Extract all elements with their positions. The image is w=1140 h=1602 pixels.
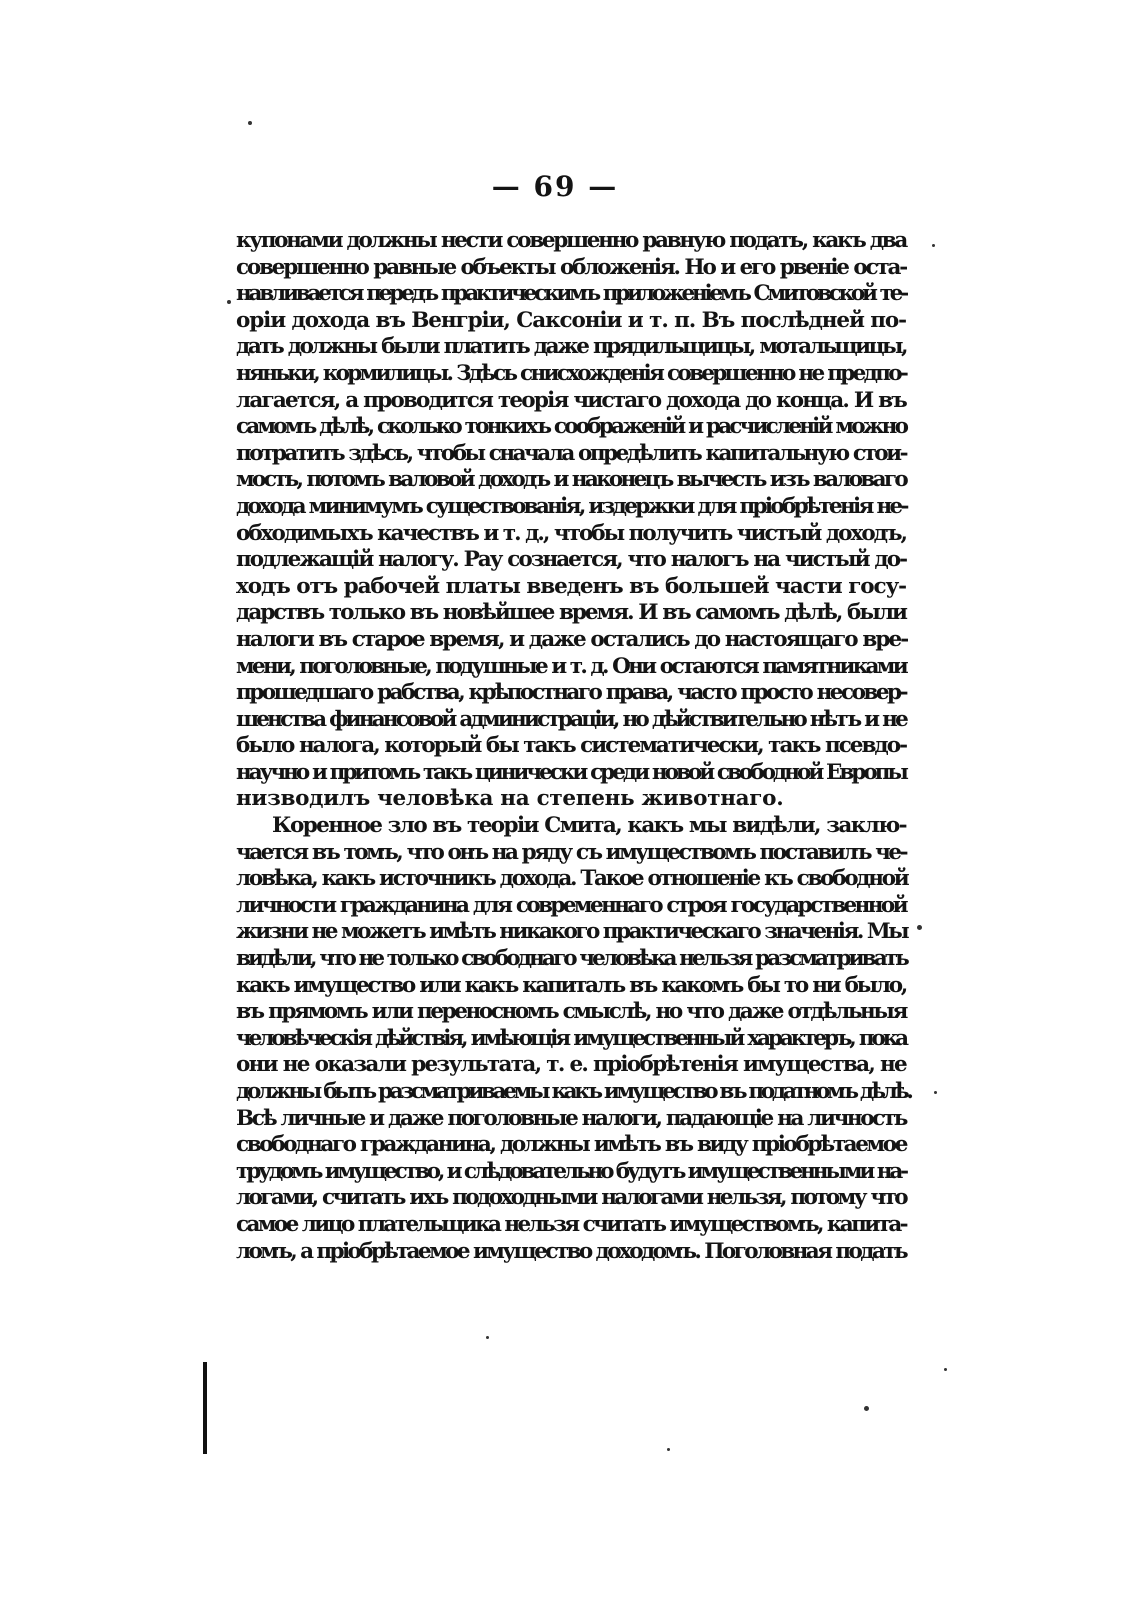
text-line: подлежащій налогу. Рау сознается, что налогъ на чистый до- — [236, 547, 906, 573]
scan-speck — [917, 925, 922, 930]
text-line: самое лицо плательщика нельзя считать имуществомъ, капита- — [236, 1211, 906, 1237]
text-line: шенства финансовой администраціи, но дѣйствительно нѣтъ и не — [236, 706, 906, 732]
text-line: человѣческія дѣйствія, имѣющія имущественный характеръ, пока — [236, 1025, 906, 1051]
text-line: личности гражданина для современнаго строя государственной — [236, 892, 906, 918]
text-line: логами, считать ихъ подоходными налогами нельзя, потому что — [236, 1185, 906, 1211]
scan-speck — [864, 1406, 869, 1411]
text-line: обходимыхъ качествъ и т. д., чтобы получить чистый доходъ, — [236, 520, 906, 546]
text-line: научно и притомъ такъ цинически среди новой свободной Европы — [236, 759, 906, 785]
scan-speck — [932, 244, 935, 247]
text-line: ломъ, а пріобрѣтаемое имущество доходомъ. Поголовная подать — [236, 1238, 906, 1264]
text-line: въ прямомъ или переносномъ смыслѣ, но что даже отдѣльныя — [236, 999, 906, 1025]
paragraph-2 — [236, 813, 911, 1265]
scan-edge-mark — [203, 1362, 207, 1454]
text-line: прошедшаго рабства, крѣпостнаго права, часто просто несовер- — [236, 680, 906, 706]
body-text — [236, 228, 911, 1265]
paragraph-1 — [236, 228, 906, 813]
scan-speck — [486, 1336, 489, 1339]
text-line: Всѣ личные и даже поголовные налоги, падающіе на личность — [236, 1105, 906, 1131]
page-number: — 69 — — [491, 170, 619, 203]
text-line: няньки, кормилицы. Здѣсь снисхожденія совершенно не предпо- — [236, 360, 907, 386]
text-line: мость, потомъ валовой доходъ и наконецъ вычесть изъ валоваго — [236, 467, 906, 493]
scan-speck — [934, 1091, 937, 1094]
text-line: было налога, который бы такъ систематически, такъ псевдо- — [236, 733, 906, 759]
text-line: налоги въ старое время, и даже остались до настоящаго вре- — [236, 626, 908, 652]
text-line: навливается передъ практическимъ приложеніемъ Смитовской те- — [236, 281, 906, 307]
scan-speck — [667, 1448, 670, 1451]
text-line: жизни не можетъ имѣть никакого практическаго значенія. Мы — [236, 919, 908, 945]
text-line: свободнаго гражданина, должны имѣть въ виду пріобрѣтаемое — [236, 1132, 906, 1158]
text-line: трудомъ имущество, и слѣдовательно будутъ имущественными на- — [236, 1158, 906, 1184]
text-line: дарствъ только въ новѣйшее время. И въ самомъ дѣлѣ, были — [236, 600, 906, 626]
text-line: чается въ томъ, что онъ на ряду съ имуществомъ поставилъ че- — [236, 839, 906, 865]
scan-speck — [248, 121, 252, 125]
text-line: купонами должны нести совершенно равную подать, какъ два — [236, 228, 906, 253]
text-line: дать должны были платить даже прядильщицы, мотальщицы, — [236, 334, 906, 360]
text-line: они не оказали результата, т. е. пріобрѣтенія имущества, не — [236, 1052, 906, 1078]
text-line: совершенно равные объекты обложенія. Но и его рвеніе оста- — [236, 254, 906, 280]
text-line: ловѣка, какъ источникъ дохода. Такое отношеніе къ свободной — [236, 866, 908, 892]
text-line: должны быть разсматриваемы какъ имущество въ податномъ дѣлѣ. — [236, 1079, 911, 1104]
text-line: ходъ отъ рабочей платы введенъ въ большей части госу- — [236, 573, 906, 599]
text-line: видѣли, что не только свободнаго человѣка нельзя разсматривать — [236, 946, 907, 972]
text-line: лагается, а проводится теорія чистаго дохода до конца. И въ — [236, 387, 906, 413]
text-line: самомъ дѣлѣ, сколько тонкихъ соображеній и расчисленій можно — [236, 414, 907, 440]
text-line: дохода минимумъ существованія, издержки для пріобрѣтенія не- — [236, 493, 907, 519]
text-line: мени, поголовные, подушные и т. д. Они остаются памятниками — [236, 653, 906, 679]
scan-speck — [944, 1368, 947, 1371]
text-line: Коренное зло въ теоріи Смита, какъ мы видѣли, заклю- — [272, 813, 906, 839]
scan-speck — [227, 300, 231, 304]
text-line: какъ имущество или какъ капиталъ въ какомъ бы то ни было, — [236, 972, 906, 998]
text-line: оріи дохода въ Венгріи, Саксоніи и т. п. Въ послѣдней по- — [236, 307, 906, 333]
text-line: потратить здѣсь, чтобы сначала опредѣлить капитальную стои- — [236, 440, 906, 466]
text-line: низводилъ человѣка на степень животнаго. — [236, 786, 784, 812]
